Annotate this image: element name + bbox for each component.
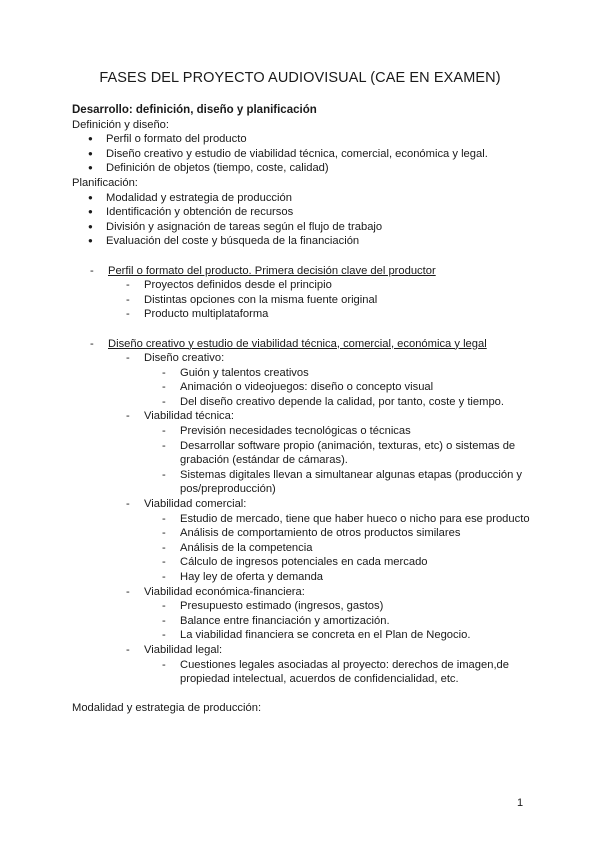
section-heading: Desarrollo: definición, diseño y planificación xyxy=(72,104,317,116)
document-body xyxy=(72,103,542,716)
bullet-item: ● Identificación y obtención de recursos xyxy=(72,205,542,220)
bullet-item: ● División y asignación de tareas según el flujo de trabajo xyxy=(72,220,542,235)
dash-item: - Análisis de comportamiento de otros productos similares xyxy=(72,526,542,541)
bullet-item: ● Modalidad y estrategia de producción xyxy=(72,191,542,206)
dash-item: - Desarrollar software propio (animación, texturas, etc) o sistemas de grabación (estándar de cámaras). xyxy=(72,439,542,468)
document-title: FASES DEL PROYECTO AUDIOVISUAL (CAE EN EXAMEN) xyxy=(99,70,501,86)
dash-item: - La viabilidad financiera se concreta en el Plan de Negocio. xyxy=(72,628,542,643)
economica-label: - Viabilidad económica-financiera: xyxy=(72,585,542,600)
bullet-item: ● Diseño creativo y estudio de viabilidad técnica, comercial, económica y legal. xyxy=(72,147,542,162)
dash-item: - Proyectos definidos desde el principio xyxy=(72,278,542,293)
perfil-section xyxy=(72,264,542,279)
dash-item: - Guión y talentos creativos xyxy=(72,366,542,381)
modalidad-label: Modalidad y estrategia de producción: xyxy=(72,702,262,715)
dash-item: - Estudio de mercado, tiene que haber hueco o nicho para ese producto xyxy=(72,512,542,527)
diseno-section xyxy=(72,337,542,352)
dash-item: - Análisis de la competencia xyxy=(72,541,542,556)
dash-item: - Animación o videojuegos: diseño o concepto visual xyxy=(72,380,542,395)
bullet-item: ● Definición de objetos (tiempo, coste, calidad) xyxy=(72,161,542,176)
dash-item: - Distintas opciones con la misma fuente original xyxy=(72,293,542,308)
dash-item: - Sistemas digitales llevan a simultanear algunas etapas (producción y pos/preproducción) xyxy=(72,468,542,497)
dash-item: - Previsión necesidades tecnológicas o técnicas xyxy=(72,424,542,439)
dash-item: - Del diseño creativo depende la calidad, por tanto, coste y tiempo. xyxy=(72,395,542,410)
comercial-label: - Viabilidad comercial: xyxy=(72,497,542,512)
planning-label: Planificación: xyxy=(72,176,138,189)
dash-item: - Cálculo de ingresos potenciales en cada mercado xyxy=(72,555,542,570)
perfil-heading: Perfil o formato del producto. Primera decisión clave del productor xyxy=(108,264,436,277)
dash-item: - Producto multiplataforma xyxy=(72,307,542,322)
legal-label: - Viabilidad legal: xyxy=(72,643,542,658)
creativo-label: - Diseño creativo: xyxy=(72,351,542,366)
bullet-item: ● Evaluación del coste y búsqueda de la financiación xyxy=(72,234,542,249)
diseno-heading: Diseño creativo y estudio de viabilidad técnica, comercial, económica y legal xyxy=(108,337,487,350)
tecnica-label: - Viabilidad técnica: xyxy=(72,409,542,424)
definition-label: Definición y diseño: xyxy=(72,118,170,131)
page-number: 1 xyxy=(517,797,524,809)
dash-item: - Presupuesto estimado (ingresos, gastos) xyxy=(72,599,542,614)
dash-item: - Cuestiones legales asociadas al proyecto: derechos de imagen,de propiedad intelectual, acuerdos de confidencialidad, etc. xyxy=(72,658,542,687)
bullet-item: ● Perfil o formato del producto xyxy=(72,132,542,147)
dash-item: - Hay ley de oferta y demanda xyxy=(72,570,542,585)
dash-item: - Balance entre financiación y amortización. xyxy=(72,614,542,629)
